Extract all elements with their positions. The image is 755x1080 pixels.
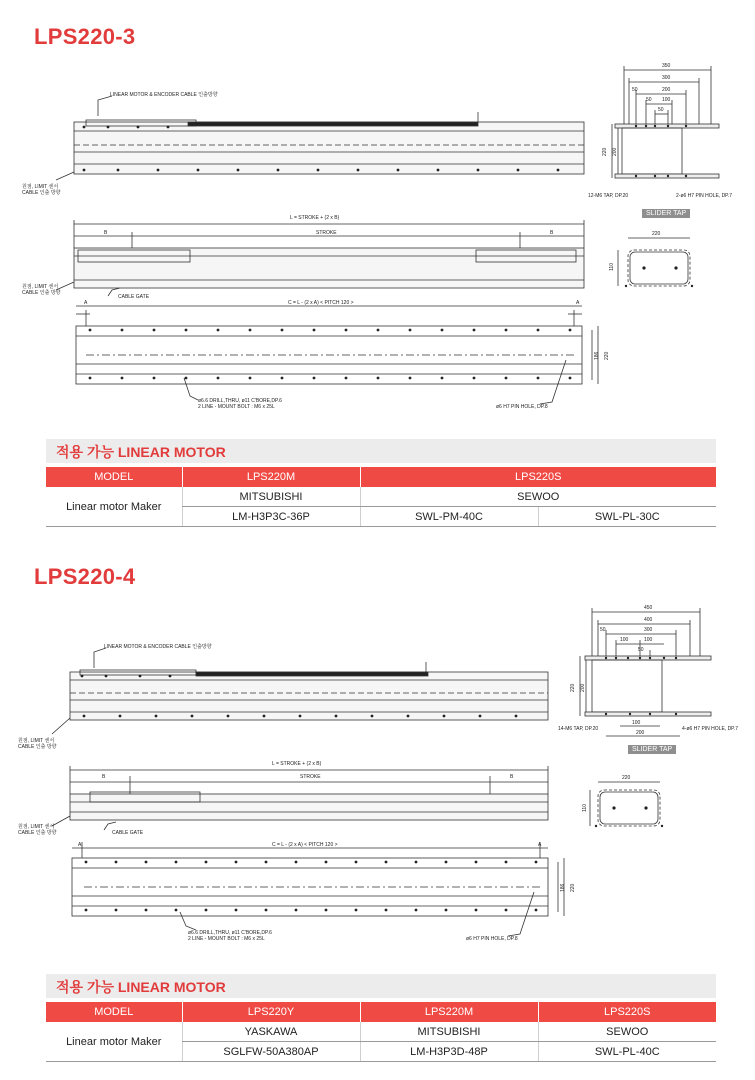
- header-lps220y: LPS220Y: [182, 1002, 360, 1022]
- dim-top-3: 50: [600, 627, 606, 633]
- drill-note-2: 2 LINE - MOUNT BOLT : M6 x 25L: [188, 936, 265, 942]
- pitch-formula: C = L - (2 x A) < PITCH 120 >: [272, 842, 338, 848]
- section-title: LPS220-3: [34, 24, 136, 49]
- table-header-row: [46, 467, 716, 487]
- pin-hole-note: ø6 H7 PIN HOLE, DP.8: [496, 404, 548, 410]
- tap-note: 12-M6 TAP, DP.20: [588, 193, 629, 199]
- dim-top-3: 100: [662, 97, 671, 103]
- side-height-1: 220: [602, 147, 608, 156]
- dim-b-left: B: [102, 774, 106, 780]
- maker-cell: SEWOO: [538, 1022, 716, 1042]
- table-row: [46, 1022, 716, 1042]
- row-label: Linear motor Maker: [46, 1022, 182, 1062]
- drill-note-1: ø6.6 DRILL,THRU, ø11 C'BORE,DP.6: [188, 930, 272, 936]
- header-lps220s: LPS220S: [538, 1002, 716, 1022]
- motor-spec-table: [46, 1002, 716, 1062]
- pin-side-note: 2-ø6 H7 PIN HOLE, DP.7: [676, 193, 733, 199]
- header-model: MODEL: [46, 467, 182, 487]
- dim-top-1: 400: [644, 617, 653, 623]
- dim-top-5: 50: [646, 97, 652, 103]
- band-title: 적용 가능 LINEAR MOTOR: [56, 979, 226, 995]
- dim-a-left: A: [78, 842, 82, 848]
- pin-side-note: 4-ø6 H7 PIN HOLE, DP.7: [682, 726, 739, 732]
- slider-tap-tag: SLIDER TAP: [642, 209, 690, 218]
- length-formula: L = STROKE + (2 x B): [290, 215, 340, 221]
- side-height-2: 200: [612, 147, 618, 156]
- side-height-1: 220: [570, 683, 576, 692]
- dim-bottom-8: 200: [636, 730, 645, 736]
- model-cell: SWL-PM-40C: [360, 507, 538, 527]
- maker-cell: MITSUBISHI: [360, 1022, 538, 1042]
- dim-top-2: 300: [644, 627, 653, 633]
- header-lps220m: LPS220M: [182, 467, 360, 487]
- section-width: 220: [652, 231, 661, 237]
- bottom-height-1: 186: [594, 351, 600, 360]
- section-height: 110: [582, 804, 588, 812]
- motor-spec-table: [46, 467, 716, 527]
- cable-left-label-2: CABLE 인출 방향: [18, 744, 57, 750]
- model-cell: LM-H3P3C-36P: [182, 507, 360, 527]
- model-cell: LM-H3P3D-48P: [360, 1042, 538, 1062]
- drill-note-2: 2 LINE - MOUNT BOLT : M6 x 25L: [198, 404, 275, 410]
- dim-top-6: 50: [638, 647, 644, 653]
- cable-top-label: LINEAR MOTOR & ENCODER CABLE 인출방향: [110, 92, 218, 98]
- bottom-height-2: 220: [604, 351, 610, 360]
- header-lps220m: LPS220M: [360, 1002, 538, 1022]
- slider-tap-tag: SLIDER TAP: [628, 745, 676, 754]
- drawing-lps220-4: [0, 540, 755, 970]
- model-cell: SWL-PL-30C: [538, 507, 716, 527]
- dim-stroke: STROKE: [316, 230, 337, 236]
- cable-left-label-4: CABLE 인출 방향: [22, 290, 61, 296]
- cable-left-label-3: 원점, LIMIT 센서: [18, 824, 55, 830]
- model-cell: SGLFW-50A380AP: [182, 1042, 360, 1062]
- dim-top-4: 100: [620, 637, 629, 643]
- dim-b-right: B: [550, 230, 554, 236]
- dim-stroke: STROKE: [300, 774, 321, 780]
- maker-cell: SEWOO: [360, 487, 716, 507]
- tap-note: 14-M6 TAP, DP.20: [558, 726, 599, 732]
- section-title: LPS220-4: [34, 564, 136, 589]
- dim-b-right: B: [510, 774, 514, 780]
- table-header-row: [46, 1002, 716, 1022]
- band-title: 적용 가능 LINEAR MOTOR: [56, 444, 226, 460]
- bottom-height-2: 220: [570, 883, 576, 892]
- dim-a-right: A: [538, 842, 542, 848]
- cable-gate-label: CABLE GATE: [112, 830, 144, 836]
- drill-note-1: ø6.6 DRILL,THRU, ø11 C'BORE,DP.6: [198, 398, 282, 404]
- pitch-formula: C = L - (2 x A) < PITCH 120 >: [288, 300, 354, 306]
- dim-a-left: A: [84, 300, 88, 306]
- cable-gate-label: CABLE GATE: [118, 294, 150, 300]
- header-lps220s: LPS220S: [360, 467, 716, 487]
- cable-top-label: LINEAR MOTOR & ENCODER CABLE 인출방향: [104, 644, 212, 650]
- maker-cell: MITSUBISHI: [182, 487, 360, 507]
- dim-top-0: 350: [662, 63, 671, 69]
- linear-motor-band: [46, 439, 716, 463]
- pin-hole-note: ø6 H7 PIN HOLE, DP.8: [466, 936, 518, 942]
- dim-top-0: 450: [644, 605, 653, 611]
- cable-left-label-3: 원점, LIMIT 센서: [22, 284, 59, 290]
- section-width: 220: [622, 775, 631, 781]
- side-height-2: 200: [580, 683, 586, 692]
- dim-a-right: A: [576, 300, 580, 306]
- table-row: [46, 487, 716, 507]
- cable-left-label-1: 원점, LIMIT 센서: [22, 184, 59, 190]
- drawing-lps220-3: [0, 0, 755, 440]
- cable-left-label-4: CABLE 인출 방향: [18, 830, 57, 836]
- model-cell: SWL-PL-40C: [538, 1042, 716, 1062]
- section-height: 110: [609, 263, 615, 271]
- maker-cell: YASKAWA: [182, 1022, 360, 1042]
- dim-b-left: B: [104, 230, 108, 236]
- dim-bottom-7: 100: [632, 720, 641, 726]
- bottom-height-1: 186: [560, 883, 566, 892]
- length-formula: L = STROKE + (2 x B): [272, 761, 322, 767]
- row-label: Linear motor Maker: [46, 487, 182, 527]
- dim-top-2: 200: [662, 87, 671, 93]
- cable-left-label-2: CABLE 인출 방향: [22, 190, 61, 196]
- linear-motor-band: [46, 974, 716, 998]
- dim-top-1: 300: [662, 75, 671, 81]
- dim-top-5: 100: [644, 637, 653, 643]
- dim-top-4: 50: [632, 87, 638, 93]
- header-model: MODEL: [46, 1002, 182, 1022]
- cable-left-label-1: 원점, LIMIT 센서: [18, 738, 55, 744]
- dim-top-6: 50: [658, 107, 664, 113]
